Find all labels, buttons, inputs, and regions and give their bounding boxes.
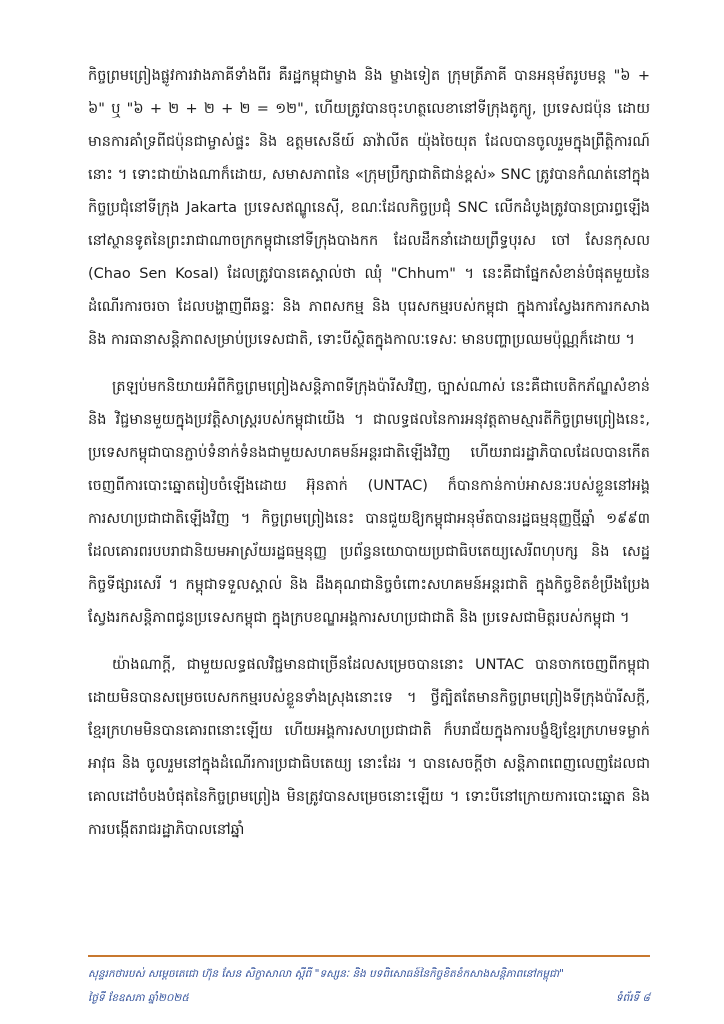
paragraph-1: កិច្ចព្រមព្រៀងផ្លូវការវាងភាគីទាំងពីរ គឺរដ្ឋកម្ពុជាម្ខាង និង ម្ខាងទៀត ក្រុមត្រីភាគី បានអនុម័តរូបមន្ត "៦ + ៦" ឬ "៦ + ២ + ២ + ២ = ១២", ហើយត្រូវបានចុះហត្ថលេខានៅទីក្រុងតូក្យូ, ប្រទេសជប៉ុន ដោយមានការគាំទ្រពីជប៉ុនជាម្ចាស់ផ្ទះ និង ឧត្តមសេនីយ៍ ឆាវ៉ាលីត យ៉ុងចៃយុត ដែលបានចូលរួមក្នុងព្រឹត្តិការណ៍នោះ ។ ទោះជាយ៉ាងណាក៏ដោយ, សមាសភាពនៃ «ក្រុមប្រឹក្សាជាតិជាន់ខ្ពស់» SNC ត្រូវបានកំណត់នៅក្នុងកិច្ចប្រជុំនៅទីក្រុង Jakarta ប្រទេសឥណ្ឌូនេស៊ី, ខណៈដែលកិច្ចប្រជុំ SNC លើកដំបូងត្រូវបានប្រារព្ធឡើងនៅស្ថានទូតនៃព្រះរាជាណាចក្រកម្ពុជានៅទីក្រុងបាងកក ដែលដឹកនាំដោយព្រឹទ្ធបុរស ចៅ សែនកុសល (Chao Sen Kosal) ដែលត្រូវបានគេស្គាល់ថា ឈុំ "Chhum" ។ នេះគឺជាផ្នែកសំខាន់បំផុតមួយនៃដំណើរការចរចា ដែលបង្ហាញពីឆន្ទៈ និង ភាពសកម្ម និង បុរេសកម្មរបស់កម្ពុជា ក្នុងការស្វែងរកការកសាង និង ការធានាសន្តិភាពសម្រាប់ប្រទេសជាតិ, ទោះបីស្ថិតក្នុងកាលៈទេសៈ មានបញ្ហាប្រឈមប៉ុណ្ណក៏ដោយ ។ bbox=[88, 68, 650, 348]
document-body bbox=[88, 60, 650, 920]
paragraph-2: ត្រឡប់មកនិយាយអំពីកិច្ចព្រមព្រៀងសន្តិភាពទីក្រុងប៉ារីសវិញ, ច្បាស់ណាស់ នេះគឺជាបេតិកភ័ណ្ឌសំខាន់ និង វិជ្ជមានមួយក្នុងប្រវត្តិសាស្ត្ររបស់កម្ពុជាយើង ។ ជាលទ្ធផលនៃការអនុវត្តតាមស្មារតីកិច្ចព្រមព្រៀងនេះ, ប្រទេសកម្ពុជាបានភ្ជាប់ទំនាក់ទំនងជាមួយសហគមន៍អន្តរជាតិឡើងវិញ ហើយរាជរដ្ឋាភិបាលដែលបានកើតចេញពីការបោះឆ្នោតរៀបចំឡើងដោយ អ៊ុនតាក់ (UNTAC) ក៏បានកាន់កាប់អាសនៈរបស់ខ្លួននៅអង្គការសហប្រជាជាតិឡើងវិញ ។ កិច្ចព្រមព្រៀងនេះ បានជួយឱ្យកម្ពុជាអនុម័តបានរដ្ឋធម្មនុញ្ញថ្មីឆ្នាំ ១៩៩៣ ដែលគោរពរបបរាជានិយមអាស្រ័យរដ្ឋធម្មនុញ្ញ ប្រព័ន្ធនយោបាយប្រជាធិបតេយ្យសេរីពហុបក្ស និង សេដ្ឋកិច្ចទីផ្សារសេរី ។ កម្ពុជាទទួលស្គាល់ និង ដឹងគុណជានិច្ចចំពោះសហគមន៍អន្តរជាតិ ក្នុងកិច្ចខិតខំប្រឹងប្រែងស្វែងរកសន្តិភាពជូនប្រទេសកម្ពុជា ក្នុងក្របខណ្ឌអង្គការសហប្រជាជាតិ និង ប្រទេសជាមិត្តរបស់កម្ពុជា ។ bbox=[88, 379, 650, 626]
footer-divider bbox=[88, 955, 650, 957]
footer-date: ថ្ងៃទី ខែឧសភា ឆ្នាំ២០២៥ bbox=[88, 992, 189, 1004]
footer-source: សុន្ទរកថារបស់ សម្តេចតេជោ ហ៊ុន សែន សិក្ខាសាលា ស្តីពី "ទស្សនៈ និង បទពិសោធន៍នៃកិច្ចខិតខំកសាងសន្តិភាពនៅកម្ពុជា" bbox=[88, 968, 564, 980]
page-number: ទំព័រទី ៨ bbox=[615, 992, 650, 1004]
page-footer bbox=[88, 962, 650, 1010]
paragraph-3: យ៉ាងណាក្តី, ជាមួយលទ្ធផលវិជ្ជមានជាច្រើនដែលសម្រេចបាននោះ UNTAC បានចាកចេញពីកម្ពុជា ដោយមិនបានសម្រេចបេសកកម្មរបស់ខ្លួនទាំងស្រុងនោះទេ ។ ថ្វីត្បិតតែមានកិច្ចព្រមព្រៀងទីក្រុងប៉ារីសក្តី, ខ្មែរក្រហមមិនបានគោរពនោះឡើយ ហើយអង្គការសហប្រជាជាតិ ក៏បរាជ័យក្នុងការបង្ខំឱ្យខ្មែរក្រហមទម្លាក់អាវុធ និង ចូលរួមនៅក្នុងដំណើរការប្រជាធិបតេយ្យ នោះដែរ ។ បានសេចក្តីថា សន្តិភាពពេញលេញដែលជាគោលដៅចំបងបំផុតនៃកិច្ចព្រមព្រៀង មិនត្រូវបានសម្រេចនោះឡើយ ។ ទោះបីនៅក្រោយការបោះឆ្នោត និងការបង្កើតរាជរដ្ឋាភិបាលនៅឆ្នាំ bbox=[88, 657, 650, 838]
